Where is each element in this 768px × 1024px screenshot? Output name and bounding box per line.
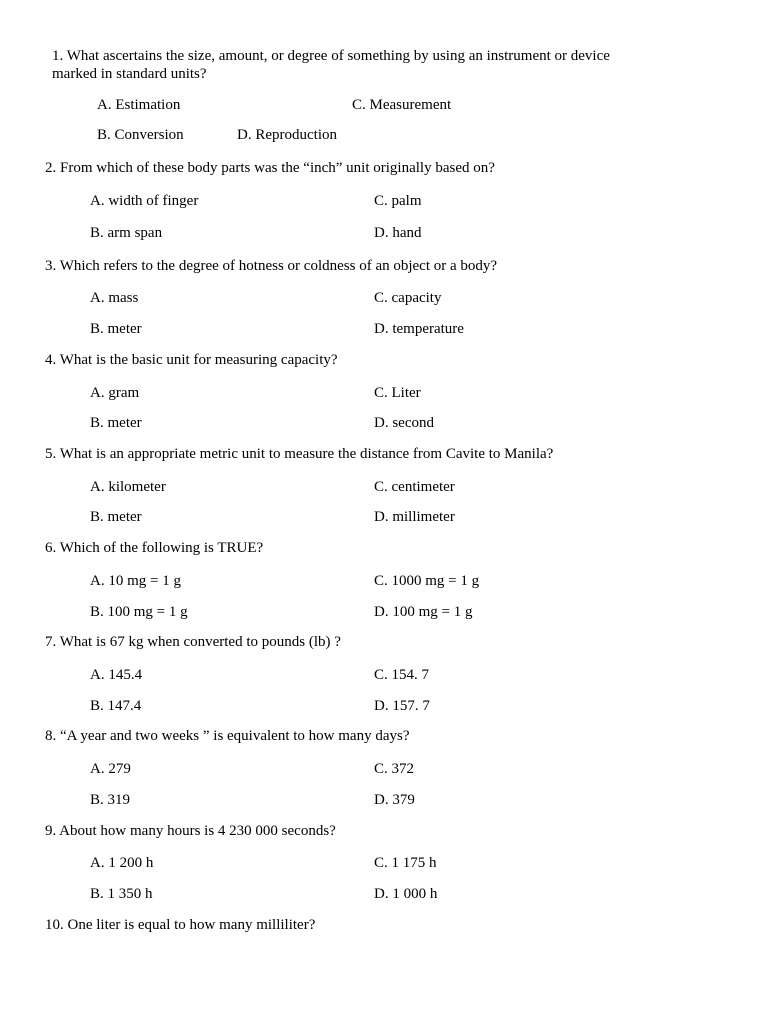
question-8-option-b: B. 319: [90, 792, 131, 808]
question-3-option-d: D. temperature: [374, 321, 464, 337]
question-5-option-d: D. millimeter: [374, 509, 455, 525]
question-9-option-d: D. 1 000 h: [374, 886, 438, 902]
question-2-option-c: C. palm: [374, 193, 422, 209]
question-7-option-d: D. 157. 7: [374, 698, 430, 714]
question-7-option-b: B. 147.4: [90, 698, 142, 714]
question-3-text: 3. Which refers to the degree of hotness or coldness of an object or a body?: [45, 258, 498, 274]
question-1-option-d: D. Reproduction: [237, 127, 337, 143]
question-8-option-c: C. 372: [374, 761, 415, 777]
question-1-option-c: C. Measurement: [352, 97, 452, 113]
question-5-text: 5. What is an appropriate metric unit to measure the distance from Cavite to Manila?: [45, 446, 554, 462]
question-4-option-a: A. gram: [90, 385, 140, 401]
question-7-text: 7. What is 67 kg when converted to pounds (lb) ?: [45, 634, 341, 650]
question-6-text: 6. Which of the following is TRUE?: [45, 540, 264, 556]
question-2-option-a: A. width of finger: [90, 193, 199, 209]
question-6-option-c: C. 1000 mg = 1 g: [374, 573, 480, 589]
question-2-option-b: B. arm span: [90, 225, 163, 241]
question-1-text: 1. What ascertains the size, amount, or degree of something by using an instrument or device marked in standard units?: [52, 48, 610, 82]
question-8-option-d: D. 379: [374, 792, 415, 808]
question-4-option-c: C. Liter: [374, 385, 421, 401]
question-4-text: 4. What is the basic unit for measuring capacity?: [45, 352, 338, 368]
question-7-option-c: C. 154. 7: [374, 667, 430, 683]
question-8-option-a: A. 279: [90, 761, 131, 777]
question-2-text: 2. From which of these body parts was the “inch” unit originally based on?: [45, 160, 495, 176]
question-6-option-a: A. 10 mg = 1 g: [90, 573, 181, 589]
question-1-option-a: A. Estimation: [97, 97, 181, 113]
question-3-option-a: A. mass: [90, 290, 139, 306]
question-4-option-b: B. meter: [90, 415, 142, 431]
question-8-text: 8. “A year and two weeks ” is equivalent to how many days?: [45, 728, 410, 744]
question-5-option-c: C. centimeter: [374, 479, 455, 495]
question-9-option-b: B. 1 350 h: [90, 886, 153, 902]
question-2-option-d: D. hand: [374, 225, 422, 241]
question-7-option-a: A. 145.4: [90, 667, 143, 683]
question-3-option-b: B. meter: [90, 321, 142, 337]
question-6-option-b: B. 100 mg = 1 g: [90, 604, 188, 620]
question-9-option-c: C. 1 175 h: [374, 855, 437, 871]
question-4-option-d: D. second: [374, 415, 434, 431]
question-6-option-d: D. 100 mg = 1 g: [374, 604, 473, 620]
question-9-option-a: A. 1 200 h: [90, 855, 154, 871]
question-3-option-c: C. capacity: [374, 290, 442, 306]
question-5-option-a: A. kilometer: [90, 479, 166, 495]
question-1-option-b: B. Conversion: [97, 127, 184, 143]
question-5-option-b: B. meter: [90, 509, 142, 525]
question-9-text: 9. About how many hours is 4 230 000 seconds?: [45, 823, 336, 839]
question-10-text: 10. One liter is equal to how many milliliter?: [45, 917, 316, 933]
